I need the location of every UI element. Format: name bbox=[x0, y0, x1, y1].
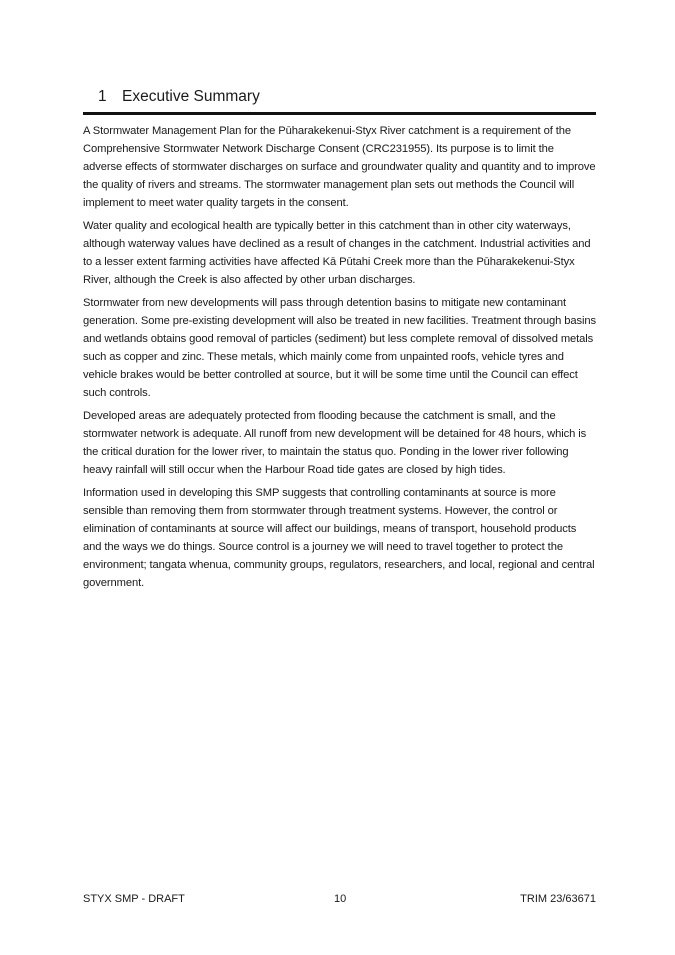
footer-page-number: 10 bbox=[334, 893, 347, 905]
paragraph-source-control: Information used in developing this SMP suggests that controlling contaminants at source is more sensible than removing them from stormwater through treatment systems. However, the control or elimination of contaminants at source will affect our buildings, means of transport, household products and the ways we do things. Source control is a journey we will need to travel together to protect the environment; tangata whenua, community groups, regulators, researchers, and local, regional and central government. bbox=[83, 487, 595, 589]
paragraph-purpose: A Stormwater Management Plan for the Pūharakekenui-Styx River catchment is a requirement of the Comprehensive Stormwater Network Discharge Consent (CRC231955). Its purpose is to limit the adverse effects of stormwater discharges on surface and groundwater quality and quantity and to improve the quality of rivers and streams. The stormwater management plan sets out methods the Council will implement to meet water quality targets in the consent. bbox=[83, 125, 596, 209]
section-number: 1 bbox=[98, 88, 107, 105]
paragraph-water-quality: Water quality and ecological health are typically better in this catchment than in other city waterways, although waterway values have declined as a result of changes in the catchment. Industrial activities and to a lesser extent farming activities have affected Kā Pūtahi Creek more than the Pūharakekenui-Styx River, although the Creek is also affected by other urban discharges. bbox=[83, 220, 591, 286]
paragraph-stormwater-treatment: Stormwater from new developments will pass through detention basins to mitigate new contaminant generation. Some pre-existing development will also be treated in new facilities. Treatment through basins and wetlands obtains good removal of particles (sediment) but less complete removal of dissolved metals such as copper and zinc. These metals, which mainly come from unpainted roofs, vehicle tyres and vehicle brakes would be better controlled at source, but it will be some time until the Council can effect such controls. bbox=[83, 297, 597, 399]
section-title: Executive Summary bbox=[122, 88, 260, 105]
paragraph-flooding: Developed areas are adequately protected from flooding because the catchment is small, and the stormwater network is adequate. All runoff from new development will be detained for 48 hours, which is the critical duration for the lower river, to maintain the status quo. Ponding in the lower river following heavy rainfall will still occur when the Harbour Road tide gates are closed by high tides. bbox=[83, 410, 587, 476]
footer-trim-reference: TRIM 23/63671 bbox=[520, 893, 596, 905]
page-footer bbox=[83, 893, 596, 909]
body-text bbox=[83, 122, 596, 597]
heading-underline-rule bbox=[83, 112, 596, 115]
footer-document-label: STYX SMP - DRAFT bbox=[83, 893, 185, 905]
section-heading bbox=[83, 88, 596, 110]
